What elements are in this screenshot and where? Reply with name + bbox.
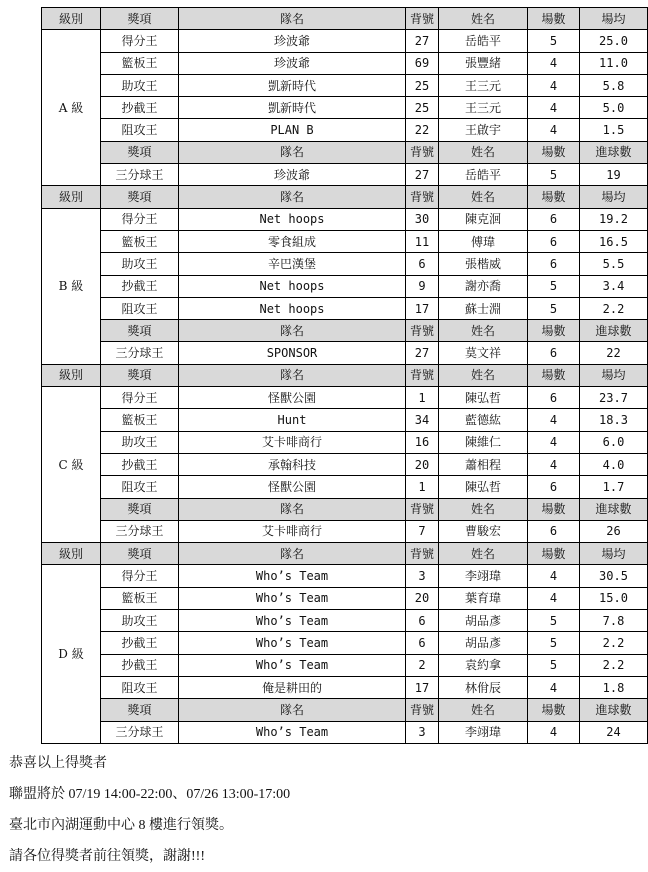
column-header-award: 獎項 bbox=[101, 543, 179, 565]
three-point-column-header-award: 獎項 bbox=[101, 320, 179, 342]
table-row bbox=[42, 30, 648, 52]
average-cell: 2.2 bbox=[580, 297, 648, 319]
column-header-average: 場均 bbox=[580, 364, 648, 386]
team-cell: 怪獸公園 bbox=[179, 387, 406, 409]
games-cell: 4 bbox=[528, 52, 580, 74]
three-point-award-cell: 三分球王 bbox=[101, 520, 179, 542]
three-point-column-header-team: 隊名 bbox=[179, 498, 406, 520]
column-header-level: 級別 bbox=[42, 8, 101, 30]
average-cell: 4.0 bbox=[580, 453, 648, 475]
award-cell: 阻攻王 bbox=[101, 676, 179, 698]
three-point-made-cell: 24 bbox=[580, 721, 648, 743]
table-row bbox=[42, 565, 648, 587]
player-cell: 葉育瑋 bbox=[439, 587, 528, 609]
three-point-player-cell: 岳皓平 bbox=[439, 164, 528, 186]
player-cell: 林佾辰 bbox=[439, 676, 528, 698]
number-cell: 6 bbox=[406, 253, 439, 275]
average-cell: 16.5 bbox=[580, 230, 648, 252]
column-header-team: 隊名 bbox=[179, 8, 406, 30]
number-cell: 11 bbox=[406, 230, 439, 252]
number-cell: 25 bbox=[406, 97, 439, 119]
award-cell: 籃板王 bbox=[101, 409, 179, 431]
average-cell: 2.2 bbox=[580, 654, 648, 676]
level-cell: D 級 bbox=[42, 565, 101, 743]
three-point-award-cell: 三分球王 bbox=[101, 342, 179, 364]
award-cell: 阻攻王 bbox=[101, 476, 179, 498]
team-cell: Net hoops bbox=[179, 275, 406, 297]
games-cell: 4 bbox=[528, 97, 580, 119]
average-cell: 5.0 bbox=[580, 97, 648, 119]
games-cell: 4 bbox=[528, 453, 580, 475]
three-point-games-cell: 6 bbox=[528, 342, 580, 364]
team-cell: PLAN B bbox=[179, 119, 406, 141]
notice-block bbox=[9, 748, 599, 872]
average-cell: 1.5 bbox=[580, 119, 648, 141]
awards-table bbox=[41, 7, 648, 744]
award-cell: 阻攻王 bbox=[101, 119, 179, 141]
column-header-player: 姓名 bbox=[439, 8, 528, 30]
table-row bbox=[42, 253, 648, 275]
number-cell: 1 bbox=[406, 387, 439, 409]
column-header-number: 背號 bbox=[406, 186, 439, 208]
number-cell: 17 bbox=[406, 297, 439, 319]
number-cell: 3 bbox=[406, 565, 439, 587]
column-header-team: 隊名 bbox=[179, 543, 406, 565]
average-cell: 2.2 bbox=[580, 632, 648, 654]
three-point-team-cell: 艾卡啡商行 bbox=[179, 520, 406, 542]
column-header-level: 級別 bbox=[42, 543, 101, 565]
three-point-player-cell: 莫文祥 bbox=[439, 342, 528, 364]
table-row bbox=[42, 74, 648, 96]
number-cell: 20 bbox=[406, 453, 439, 475]
column-header-number: 背號 bbox=[406, 364, 439, 386]
player-cell: 胡品彥 bbox=[439, 632, 528, 654]
player-cell: 藍德紘 bbox=[439, 409, 528, 431]
player-cell: 張楷威 bbox=[439, 253, 528, 275]
player-cell: 傅瑋 bbox=[439, 230, 528, 252]
closing-line: 請各位得獎者前往領獎，謝謝!!! bbox=[9, 849, 205, 864]
header-row bbox=[42, 364, 648, 386]
average-cell: 5.5 bbox=[580, 253, 648, 275]
header-row bbox=[42, 543, 648, 565]
player-cell: 陳維仁 bbox=[439, 431, 528, 453]
team-cell: 辛巴漢堡 bbox=[179, 253, 406, 275]
three-point-column-header-number: 背號 bbox=[406, 498, 439, 520]
number-cell: 69 bbox=[406, 52, 439, 74]
three-point-column-header-team: 隊名 bbox=[179, 699, 406, 721]
player-cell: 張豐緒 bbox=[439, 52, 528, 74]
three-point-player-cell: 李翊瑋 bbox=[439, 721, 528, 743]
player-cell: 陳克洄 bbox=[439, 208, 528, 230]
three-point-column-header-player: 姓名 bbox=[439, 320, 528, 342]
award-cell: 抄截王 bbox=[101, 97, 179, 119]
three-point-award-cell: 三分球王 bbox=[101, 721, 179, 743]
award-cell: 助攻王 bbox=[101, 431, 179, 453]
three-point-column-header-number: 背號 bbox=[406, 320, 439, 342]
award-cell: 助攻王 bbox=[101, 253, 179, 275]
header-row bbox=[42, 8, 648, 30]
number-cell: 16 bbox=[406, 431, 439, 453]
player-cell: 蕭相程 bbox=[439, 453, 528, 475]
three-point-column-header-number: 背號 bbox=[406, 141, 439, 163]
number-cell: 25 bbox=[406, 74, 439, 96]
three-point-row bbox=[42, 520, 648, 542]
average-cell: 7.8 bbox=[580, 610, 648, 632]
team-cell: 凱新時代 bbox=[179, 74, 406, 96]
three-point-number-cell: 7 bbox=[406, 520, 439, 542]
games-cell: 4 bbox=[528, 409, 580, 431]
team-cell: Who’s Team bbox=[179, 587, 406, 609]
three-point-column-header-games: 場數 bbox=[528, 141, 580, 163]
games-cell: 6 bbox=[528, 208, 580, 230]
player-cell: 陳弘哲 bbox=[439, 476, 528, 498]
average-cell: 19.2 bbox=[580, 208, 648, 230]
table-row bbox=[42, 476, 648, 498]
column-header-games: 場數 bbox=[528, 543, 580, 565]
three-point-row bbox=[42, 721, 648, 743]
three-point-column-header-player: 姓名 bbox=[439, 498, 528, 520]
column-header-games: 場數 bbox=[528, 8, 580, 30]
level-cell: C 級 bbox=[42, 387, 101, 543]
player-cell: 王三元 bbox=[439, 97, 528, 119]
team-cell: Who’s Team bbox=[179, 565, 406, 587]
award-cell: 抄截王 bbox=[101, 275, 179, 297]
games-cell: 6 bbox=[528, 387, 580, 409]
three-point-column-header-made: 進球數 bbox=[580, 141, 648, 163]
player-cell: 胡品彥 bbox=[439, 610, 528, 632]
three-point-games-cell: 6 bbox=[528, 520, 580, 542]
three-point-row bbox=[42, 164, 648, 186]
column-header-team: 隊名 bbox=[179, 364, 406, 386]
column-header-games: 場數 bbox=[528, 364, 580, 386]
team-cell: Who’s Team bbox=[179, 610, 406, 632]
three-point-column-header-games: 場數 bbox=[528, 320, 580, 342]
award-cell: 抄截王 bbox=[101, 453, 179, 475]
three-point-column-header-made: 進球數 bbox=[580, 498, 648, 520]
games-cell: 6 bbox=[528, 253, 580, 275]
table-row bbox=[42, 632, 648, 654]
average-cell: 1.8 bbox=[580, 676, 648, 698]
player-cell: 陳弘哲 bbox=[439, 387, 528, 409]
award-cell: 得分王 bbox=[101, 565, 179, 587]
award-cell: 得分王 bbox=[101, 387, 179, 409]
three-point-column-header-games: 場數 bbox=[528, 699, 580, 721]
three-point-column-header-made: 進球數 bbox=[580, 699, 648, 721]
three-point-made-cell: 19 bbox=[580, 164, 648, 186]
three-point-column-header-award: 獎項 bbox=[101, 699, 179, 721]
three-point-number-cell: 3 bbox=[406, 721, 439, 743]
three-point-column-header-made: 進球數 bbox=[580, 320, 648, 342]
award-cell: 籃板王 bbox=[101, 230, 179, 252]
games-cell: 4 bbox=[528, 676, 580, 698]
player-cell: 岳皓平 bbox=[439, 30, 528, 52]
schedule-line: 聯盟將於 07/19 14:00-22:00、07/26 13:00-17:00 bbox=[9, 787, 291, 802]
three-point-player-cell: 曹駿宏 bbox=[439, 520, 528, 542]
number-cell: 22 bbox=[406, 119, 439, 141]
player-cell: 王三元 bbox=[439, 74, 528, 96]
player-cell: 謝亦喬 bbox=[439, 275, 528, 297]
three-point-header-row bbox=[42, 141, 648, 163]
three-point-column-header-team: 隊名 bbox=[179, 141, 406, 163]
award-cell: 抄截王 bbox=[101, 632, 179, 654]
column-header-number: 背號 bbox=[406, 543, 439, 565]
three-point-row bbox=[42, 342, 648, 364]
three-point-team-cell: Who’s Team bbox=[179, 721, 406, 743]
three-point-column-header-player: 姓名 bbox=[439, 141, 528, 163]
games-cell: 5 bbox=[528, 275, 580, 297]
three-point-column-header-team: 隊名 bbox=[179, 320, 406, 342]
average-cell: 11.0 bbox=[580, 52, 648, 74]
column-header-level: 級別 bbox=[42, 186, 101, 208]
number-cell: 34 bbox=[406, 409, 439, 431]
number-cell: 27 bbox=[406, 30, 439, 52]
column-header-player: 姓名 bbox=[439, 543, 528, 565]
games-cell: 6 bbox=[528, 476, 580, 498]
team-cell: 凱新時代 bbox=[179, 97, 406, 119]
venue-line: 臺北市內湖運動中心 8 樓進行領獎。 bbox=[9, 818, 233, 833]
three-point-made-cell: 22 bbox=[580, 342, 648, 364]
table-row bbox=[42, 119, 648, 141]
column-header-player: 姓名 bbox=[439, 364, 528, 386]
three-point-games-cell: 5 bbox=[528, 164, 580, 186]
award-cell: 籃板王 bbox=[101, 587, 179, 609]
column-header-average: 場均 bbox=[580, 8, 648, 30]
average-cell: 23.7 bbox=[580, 387, 648, 409]
games-cell: 5 bbox=[528, 30, 580, 52]
table-row bbox=[42, 654, 648, 676]
player-cell: 袁約拿 bbox=[439, 654, 528, 676]
three-point-column-header-number: 背號 bbox=[406, 699, 439, 721]
team-cell: 俺是耕田的 bbox=[179, 676, 406, 698]
three-point-games-cell: 4 bbox=[528, 721, 580, 743]
number-cell: 6 bbox=[406, 632, 439, 654]
awards-table-body bbox=[42, 8, 648, 744]
column-header-number: 背號 bbox=[406, 8, 439, 30]
games-cell: 5 bbox=[528, 610, 580, 632]
games-cell: 6 bbox=[528, 230, 580, 252]
column-header-player: 姓名 bbox=[439, 186, 528, 208]
games-cell: 5 bbox=[528, 297, 580, 319]
column-header-team: 隊名 bbox=[179, 186, 406, 208]
average-cell: 5.8 bbox=[580, 74, 648, 96]
column-header-award: 獎項 bbox=[101, 8, 179, 30]
level-cell: A 級 bbox=[42, 30, 101, 186]
average-cell: 6.0 bbox=[580, 431, 648, 453]
average-cell: 3.4 bbox=[580, 275, 648, 297]
column-header-average: 場均 bbox=[580, 543, 648, 565]
column-header-award: 獎項 bbox=[101, 186, 179, 208]
games-cell: 4 bbox=[528, 587, 580, 609]
table-row bbox=[42, 275, 648, 297]
number-cell: 20 bbox=[406, 587, 439, 609]
average-cell: 30.5 bbox=[580, 565, 648, 587]
award-cell: 阻攻王 bbox=[101, 297, 179, 319]
congrats-line: 恭喜以上得獎者 bbox=[9, 756, 107, 771]
table-row bbox=[42, 409, 648, 431]
column-header-award: 獎項 bbox=[101, 364, 179, 386]
games-cell: 5 bbox=[528, 632, 580, 654]
column-header-games: 場數 bbox=[528, 186, 580, 208]
team-cell: Net hoops bbox=[179, 208, 406, 230]
table-row bbox=[42, 431, 648, 453]
table-row bbox=[42, 208, 648, 230]
three-point-made-cell: 26 bbox=[580, 520, 648, 542]
three-point-award-cell: 三分球王 bbox=[101, 164, 179, 186]
column-header-level: 級別 bbox=[42, 364, 101, 386]
number-cell: 2 bbox=[406, 654, 439, 676]
games-cell: 4 bbox=[528, 431, 580, 453]
three-point-column-header-games: 場數 bbox=[528, 498, 580, 520]
three-point-team-cell: SPONSOR bbox=[179, 342, 406, 364]
three-point-column-header-award: 獎項 bbox=[101, 498, 179, 520]
three-point-number-cell: 27 bbox=[406, 342, 439, 364]
number-cell: 6 bbox=[406, 610, 439, 632]
award-cell: 籃板王 bbox=[101, 52, 179, 74]
team-cell: 艾卡啡商行 bbox=[179, 431, 406, 453]
column-header-average: 場均 bbox=[580, 186, 648, 208]
team-cell: Who’s Team bbox=[179, 654, 406, 676]
average-cell: 25.0 bbox=[580, 30, 648, 52]
three-point-team-cell: 珍波爺 bbox=[179, 164, 406, 186]
three-point-header-row bbox=[42, 699, 648, 721]
table-row bbox=[42, 453, 648, 475]
three-point-number-cell: 27 bbox=[406, 164, 439, 186]
team-cell: 怪獸公園 bbox=[179, 476, 406, 498]
table-row bbox=[42, 297, 648, 319]
number-cell: 17 bbox=[406, 676, 439, 698]
header-row bbox=[42, 186, 648, 208]
team-cell: Net hoops bbox=[179, 297, 406, 319]
average-cell: 1.7 bbox=[580, 476, 648, 498]
games-cell: 4 bbox=[528, 74, 580, 96]
three-point-header-row bbox=[42, 320, 648, 342]
award-cell: 得分王 bbox=[101, 30, 179, 52]
games-cell: 5 bbox=[528, 654, 580, 676]
three-point-header-row bbox=[42, 498, 648, 520]
table-row bbox=[42, 52, 648, 74]
player-cell: 蘇士淵 bbox=[439, 297, 528, 319]
team-cell: 珍波爺 bbox=[179, 52, 406, 74]
table-row bbox=[42, 587, 648, 609]
award-cell: 助攻王 bbox=[101, 610, 179, 632]
award-cell: 助攻王 bbox=[101, 74, 179, 96]
award-cell: 得分王 bbox=[101, 208, 179, 230]
team-cell: 零食組成 bbox=[179, 230, 406, 252]
team-cell: Hunt bbox=[179, 409, 406, 431]
player-cell: 王啟宇 bbox=[439, 119, 528, 141]
table-row bbox=[42, 387, 648, 409]
games-cell: 4 bbox=[528, 565, 580, 587]
team-cell: Who’s Team bbox=[179, 632, 406, 654]
award-cell: 抄截王 bbox=[101, 654, 179, 676]
team-cell: 珍波爺 bbox=[179, 30, 406, 52]
team-cell: 承翰科技 bbox=[179, 453, 406, 475]
table-row bbox=[42, 676, 648, 698]
table-row bbox=[42, 97, 648, 119]
games-cell: 4 bbox=[528, 119, 580, 141]
three-point-column-header-player: 姓名 bbox=[439, 699, 528, 721]
player-cell: 李翊瑋 bbox=[439, 565, 528, 587]
average-cell: 18.3 bbox=[580, 409, 648, 431]
number-cell: 30 bbox=[406, 208, 439, 230]
average-cell: 15.0 bbox=[580, 587, 648, 609]
three-point-column-header-award: 獎項 bbox=[101, 141, 179, 163]
table-row bbox=[42, 610, 648, 632]
level-cell: B 級 bbox=[42, 208, 101, 364]
table-row bbox=[42, 230, 648, 252]
number-cell: 1 bbox=[406, 476, 439, 498]
number-cell: 9 bbox=[406, 275, 439, 297]
